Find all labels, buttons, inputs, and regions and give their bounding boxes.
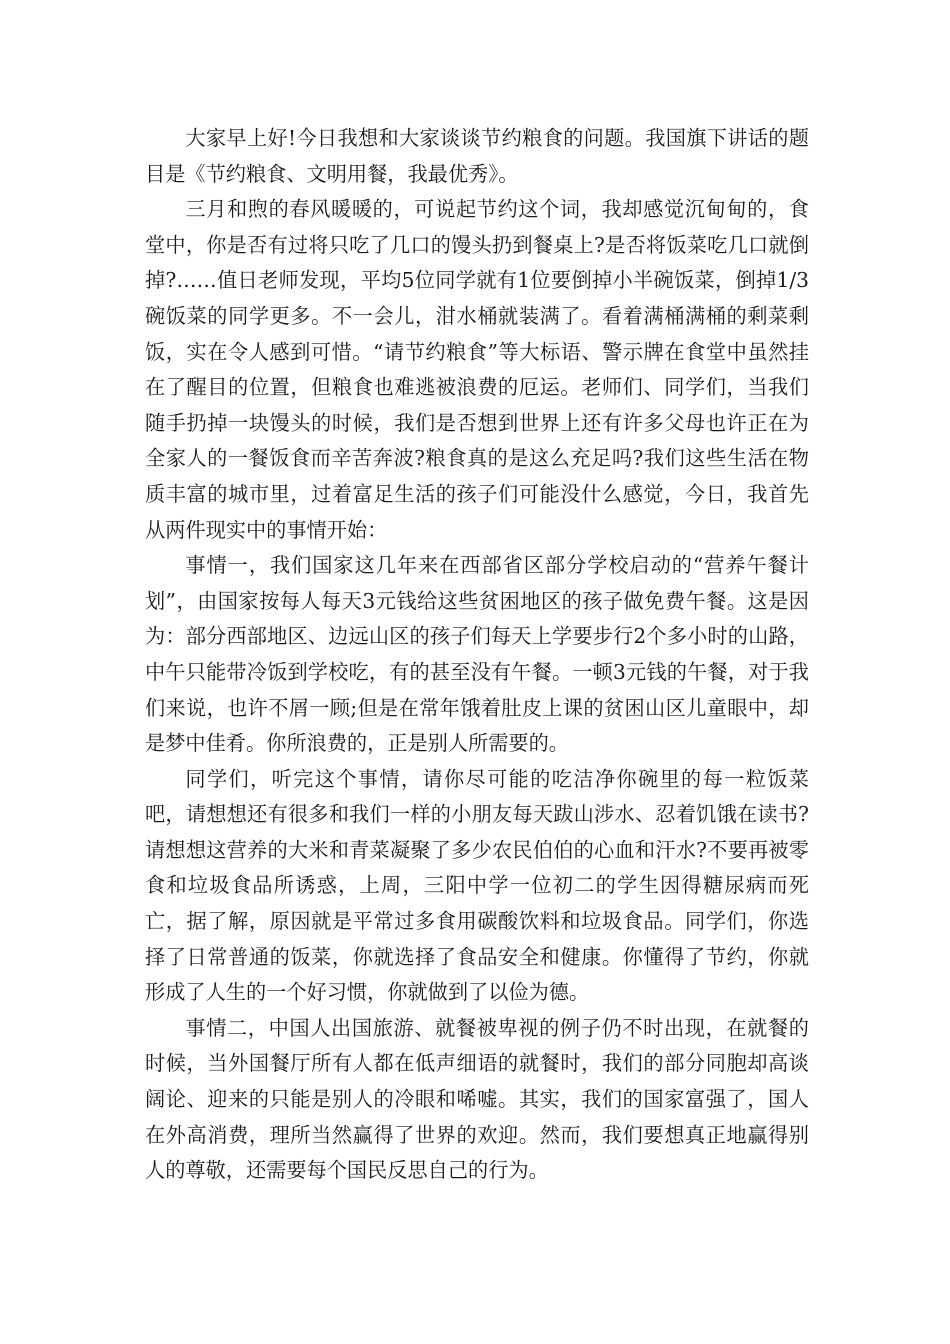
- paragraph-story-one: 事情一，我们国家这几年来在西部省区部分学校启动的“营养午餐计划”，由国家按每人每天3元钱给这些贫困地区的孩子做免费午餐。这是因为：部分西部地区、边远山区的孩子们每天上学要步行2个多小时的山路，中午只能带冷饭到学校吃，有的甚至没有午餐。一顿3元钱的午餐，对于我们来说，也许不屑一顾;但是在常年饿着肚皮上课的贫困山区儿童眼中，却是梦中佳肴。你所浪费的，正是别人所需要的。: [145, 553, 809, 756]
- paragraph-greeting: 大家早上好!今日我想和大家谈谈节约粮食的问题。我国旗下讲话的题目是《节约粮食、文明用餐，我最优秀》。: [145, 126, 809, 186]
- paragraph-story-two: 事情二，中国人出国旅游、就餐被卑视的例子仍不时出现，在就餐的时候，当外国餐厅所有人都在低声细语的就餐时，我们的部分同胞却高谈阔论、迎来的只能是别人的冷眼和唏嘘。其实，我们的国家富强了，国人在外高消费，理所当然赢得了世界的欢迎。然而，我们要想真正地赢得别人的尊敬，还需要每个国民反思自己的行为。: [145, 1015, 809, 1183]
- paragraph-canteen-waste: 三月和煦的春风暖暖的，可说起节约这个词，我却感觉沉甸甸的，食堂中，你是否有过将只吃了几口的馒头扔到餐桌上?是否将饭菜吃几口就倒掉?……值日老师发现，平均5位同学就有1位要倒掉小半碗饭菜，倒掉1/3碗饭菜的同学更多。不一会儿，泔水桶就装满了。看着满桶满桶的剩菜剩饭，实在令人感到可惜。“请节约粮食”等大标语、警示牌在食堂中虽然挂在了醒目的位置，但粮食也难逃被浪费的厄运。老师们、同学们，当我们随手扔掉一块馒头的时候，我们是否想到世界上还有许多父母也许正在为全家人的一餐饭食而辛苦奔波?粮食真的是这么充足吗?我们这些生活在物质丰富的城市里，过着富足生活的孩子们可能没什么感觉，今日，我首先从两件现实中的事情开始：: [145, 197, 809, 542]
- document-body: [145, 121, 809, 1189]
- paragraph-appeal: 同学们，听完这个事情，请你尽可能的吃洁净你碗里的每一粒饭菜吧，请想想还有很多和我们一样的小朋友每天跋山涉水、忍着饥饿在读书?请想想这营养的大米和青菜凝聚了多少农民伯伯的心血和汗水?不要再被零食和垃圾食品所诱惑，上周，三阳中学一位初二的学生因得糖尿病而死亡，据了解，原因就是平常过多食用碳酸饮料和垃圾食品。同学们，你选择了日常普通的饭菜，你就选择了食品安全和健康。你懂得了节约，你就形成了人生的一个好习惯，你就做到了以俭为德。: [145, 766, 809, 1005]
